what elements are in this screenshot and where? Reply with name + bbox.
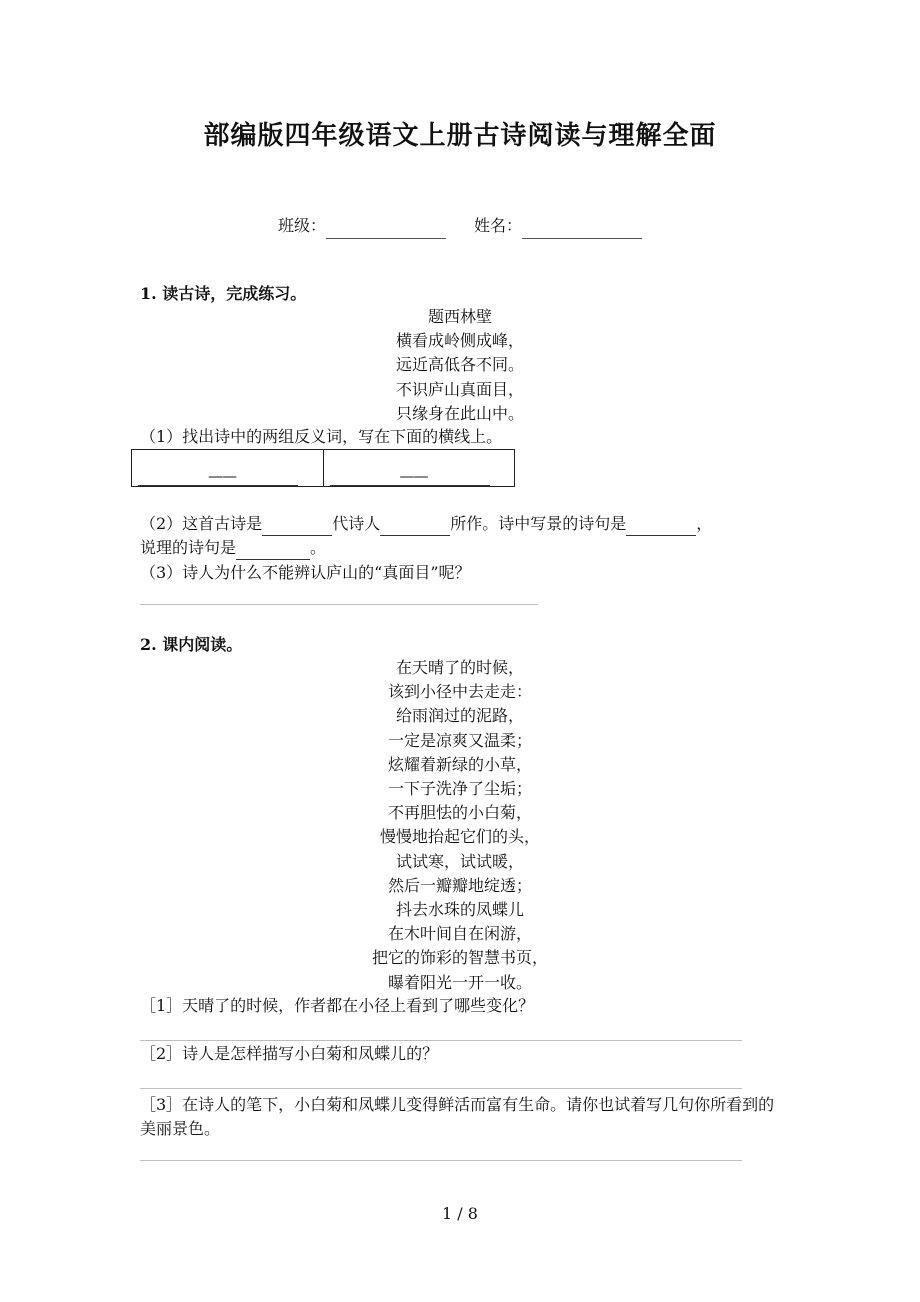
q1-sub1-text: （1）找出诗中的两组反义词，写在下面的横线上。 — [140, 427, 503, 446]
poem-line: 给雨润过的泥路， — [395, 706, 524, 726]
q1-sub3-text: （3）诗人为什么不能辨认庐山的“真面目”呢？ — [140, 563, 471, 582]
poem-line: 抖去水珠的凤蝶儿 — [395, 900, 524, 920]
q1-sub2-part: ， — [696, 514, 713, 533]
poem-line: 在天晴了的时候， — [395, 658, 524, 677]
dynasty-blank[interactable] — [262, 517, 332, 536]
q2-sub2-text: ［2］诗人是怎样描写小白菊和凤蝶儿的？ — [140, 1044, 439, 1063]
poem-line: 在木叶间自在闲游， — [387, 924, 532, 944]
poem-line: 把它的饰彩的智慧书页， — [371, 948, 548, 968]
class-label: 班级： — [277, 216, 326, 235]
answer-line[interactable] — [140, 1040, 742, 1041]
poem-line: 曝着阳光一开一收。 — [387, 972, 532, 992]
poem-line: 慢慢地抬起它们的头， — [379, 827, 540, 847]
poem-title: 题西林壁 — [427, 307, 492, 326]
poem-line: 横看成岭侧成峰， — [395, 331, 524, 351]
poem-line: 然后一瓣瓣地绽透； — [387, 875, 532, 895]
name-blank[interactable] — [522, 220, 642, 239]
q1-sub2-part: 说理的诗句是 — [140, 538, 237, 557]
answer-blank[interactable] — [330, 467, 400, 486]
poem-line: 一定是凉爽又温柔； — [387, 730, 532, 750]
pair-dash: —— — [399, 467, 428, 485]
q1-sub2-text — [140, 512, 790, 560]
poem-line: 只缘身在此山中。 — [395, 403, 524, 423]
antonym-cell-1[interactable] — [132, 450, 324, 487]
antonym-answer-table — [131, 449, 515, 487]
question-2-heading: 2. 课内阅读。 — [140, 635, 243, 654]
poet-blank[interactable] — [380, 517, 450, 536]
poem-line: 一下子洗净了尘垢； — [387, 779, 532, 799]
q2-sub3-text: ［3］在诗人的笔下，小白菊和凤蝶儿变得鲜活而富有生命。请你也试着写几句你所看到的美丽景色。 — [140, 1095, 775, 1138]
poem-line: 不再胆怯的小白菊， — [387, 803, 532, 823]
q1-sub2-part: 代诗人 — [332, 514, 381, 533]
name-label: 姓名： — [474, 216, 523, 235]
poem-line: 该到小径中去走走： — [387, 682, 532, 702]
antonym-cell-2[interactable] — [323, 450, 515, 487]
answer-blank[interactable] — [428, 467, 490, 486]
page-title: 部编版四年级语文上册古诗阅读与理解全面 — [203, 121, 717, 151]
poem-1 — [0, 305, 920, 426]
poem-line: 远近高低各不同。 — [395, 355, 524, 375]
scenery-line-blank[interactable] — [626, 517, 696, 536]
page-number: 1 / 8 — [442, 1204, 478, 1223]
q2-sub1-text: ［1］天晴了的时候，作者都在小径上看到了哪些变化？ — [140, 996, 535, 1015]
student-info-row — [0, 213, 920, 239]
question-1-heading: 1. 读古诗，完成练习。 — [140, 284, 307, 303]
poem-line: 炫耀着新绿的小草， — [387, 754, 532, 774]
answer-blank[interactable] — [236, 467, 298, 486]
poem-line: 不识庐山真面目， — [395, 379, 524, 399]
answer-blank[interactable] — [138, 467, 208, 486]
reasoning-line-blank[interactable] — [236, 541, 310, 560]
poem-2 — [0, 656, 920, 995]
q1-sub2-part: 。 — [310, 538, 327, 557]
answer-line[interactable] — [140, 1088, 742, 1089]
answer-line[interactable] — [140, 1160, 742, 1161]
pair-dash: —— — [208, 467, 236, 485]
answer-line[interactable] — [140, 604, 538, 605]
q1-sub2-part: 所作。诗中写景的诗句是 — [450, 514, 627, 533]
q1-sub2-part: （2）这首古诗是 — [140, 514, 263, 533]
class-blank[interactable] — [326, 220, 446, 239]
poem-line: 试试寒，试试暖， — [395, 851, 524, 871]
